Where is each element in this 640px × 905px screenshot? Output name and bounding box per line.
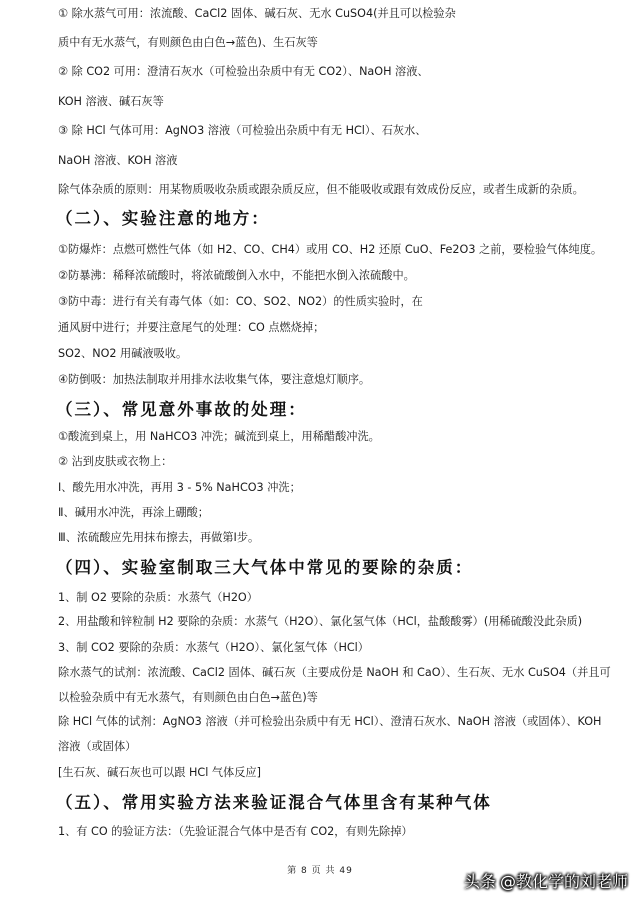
section-2-line: ①防爆炸：点燃可燃性气体（如 H2、CO、CH4）或用 CO、H2 还原 CuO、Fe2O3 之前，要检验气体纯度。 <box>58 243 603 256</box>
section-4-heading: （四）、实验室制取三大气体中常见的要除的杂质： <box>56 558 474 577</box>
hcl-removal-line-2: NaOH 溶液、KOH 溶液 <box>58 154 178 167</box>
section-3-line: ② 沾到皮肤或衣物上： <box>58 455 173 468</box>
watermark <box>464 870 628 894</box>
section-2-line: ③防中毒：进行有关有毒气体（如：CO、SO2、NO2）的性质实验时，在 <box>58 295 423 308</box>
section-2-line: ②防暴沸：稀释浓硫酸时，将浓硫酸倒入水中，不能把水倒入浓硫酸中。 <box>58 269 415 282</box>
section-2-heading: （二）、实验注意的地方： <box>56 209 270 228</box>
section-2-line: SO2、NO2 用碱液吸收。 <box>58 347 188 360</box>
co2-removal-line-2: KOH 溶液、碱石灰等 <box>58 95 164 108</box>
section-3-line: ①酸流到桌上，用 NaHCO3 冲洗；碱流到桌上，用稀醋酸冲洗。 <box>58 430 380 443</box>
removal-principle: 除气体杂质的原则：用某物质吸收杂质或跟杂质反应，但不能吸收或跟有效成份反应，或者生成新的杂质。 <box>58 183 584 196</box>
section-3-line: Ⅰ、酸先用水冲洗，再用 3 - 5% NaHCO3 冲洗； <box>58 481 301 494</box>
section-4-line: [生石灰、碱石灰也可以跟 HCl 气体反应] <box>58 766 261 779</box>
section-4-line: 2、用盐酸和锌粒制 H2 要除的杂质：水蒸气（H2O）、氯化氢气体（HCl，盐酸酸雾）(用稀硫酸没此杂质) <box>58 615 583 628</box>
section-5-line: 1、有 CO 的验证方法：（先验证混合气体中是否有 CO2，有则先除掉） <box>58 825 413 838</box>
page-number-footer: 第 8 页 共 49 <box>287 866 353 876</box>
water-removal-line-2: 质中有无水蒸气，有则颜色由白色→蓝色)、生石灰等 <box>58 36 318 49</box>
section-2-line: 通风厨中进行；并要注意尾气的处理：CO 点燃烧掉； <box>58 321 325 334</box>
section-4-line: 3、制 CO2 要除的杂质：水蒸气（H2O）、氯化氢气体（HCl） <box>58 641 369 654</box>
watermark-brand: 头条 <box>463 872 496 891</box>
water-removal-line-1: ① 除水蒸气可用：浓流酸、CaCl2 固体、碱石灰、无水 CuSO4(并且可以检验杂 <box>58 7 456 20</box>
section-4-line: 除水蒸气的试剂：浓流酸、CaCl2 固体、碱石灰（主要成份是 NaOH 和 CaO）、生石灰、无水 CuSO4（并且可 <box>58 666 611 679</box>
section-4-line: 除 HCl 气体的试剂：AgNO3 溶液（并可检验出杂质中有无 HCl）、澄清石灰水、NaOH 溶液（或固体）、KOH <box>58 715 602 728</box>
section-3-heading: （三）、常见意外事故的处理： <box>56 400 307 419</box>
watermark-author: @教化学的刘老师 <box>499 872 628 891</box>
hcl-removal-line-1: ③ 除 HCl 气体可用：AgNO3 溶液（可检验出杂质中有无 HCl）、石灰水、 <box>58 124 427 137</box>
section-3-line: Ⅱ、碱用水冲洗，再涂上硼酸； <box>58 506 209 519</box>
section-4-line: 溶液（或固体） <box>58 740 137 753</box>
section-4-line: 以检验杂质中有无水蒸气，有则颜色由白色→蓝色)等 <box>58 691 318 704</box>
section-5-heading: （五）、常用实验方法来验证混合气体里含有某种气体 <box>56 793 492 812</box>
section-4-line: 1、制 O2 要除的杂质：水蒸气（H2O） <box>58 591 258 604</box>
section-2-line: ④防倒吸：加热法制取并用排水法收集气体，要注意熄灯顺序。 <box>58 373 371 386</box>
co2-removal-line-1: ② 除 CO2 可用：澄清石灰水（可检验出杂质中有无 CO2）、NaOH 溶液、 <box>58 65 429 78</box>
section-3-line: Ⅲ、浓硫酸应先用抹布擦去，再做第Ⅰ步。 <box>58 531 260 544</box>
